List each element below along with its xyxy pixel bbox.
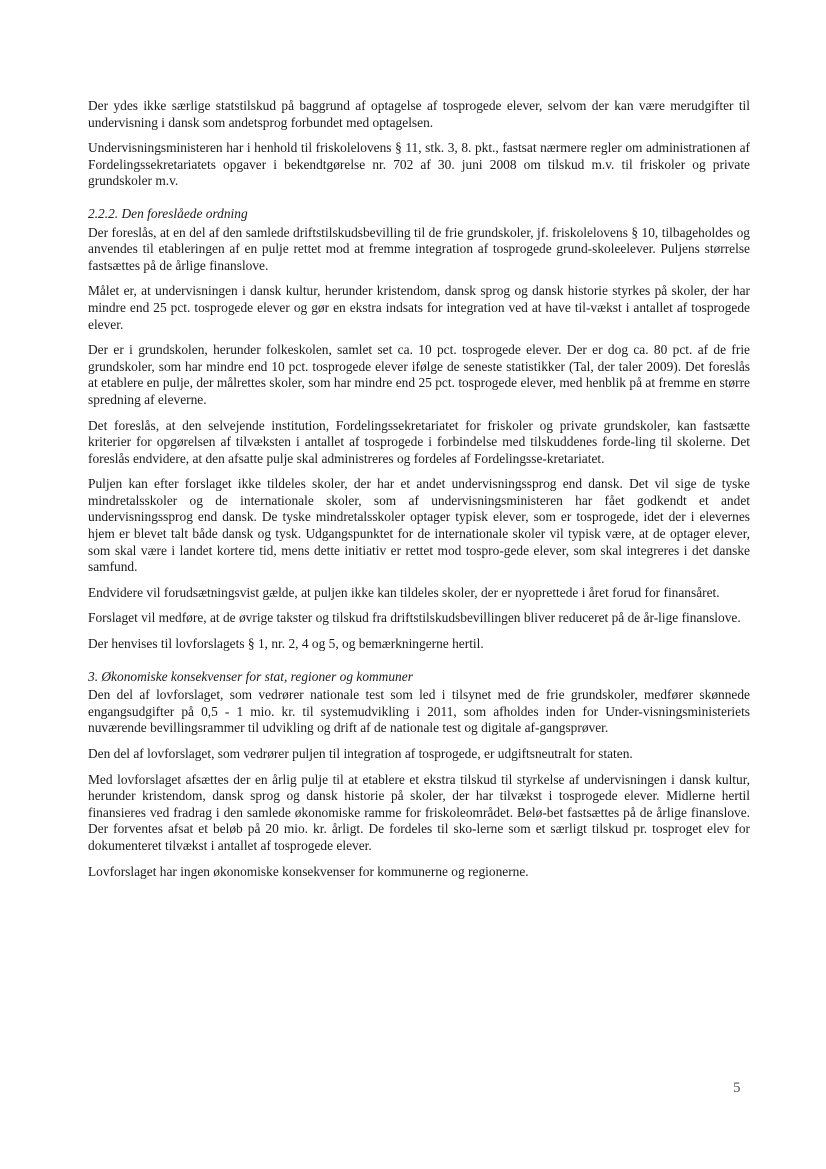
document-page: [88, 98, 750, 889]
paragraph-2-2-2-4: Det foreslås, at den selvejende institution, Fordelingssekretariatet for friskoler og private grundskoler, kan fastsætte kriterier for opgørelsen af tilvæksten i antallet af tosprogede i forbindelse med tilskuddenes forde-ling til skolerne. Det foreslås endvidere, at den afsatte pulje skal administreres og fordeles af Fordelingsse-kretariatet.: [88, 417, 750, 466]
paragraph-intro-2: Undervisningsministeren har i henhold til friskolelovens § 11, stk. 3, 8. pkt., fastsat nærmere regler om administrationen af Fordelingssekretariatets opgaver i bekendtgørelse nr. 702 af 30. juni 2008 om tilskud m.v. til friskoler og private grundskoler m.v.: [88, 140, 750, 189]
paragraph-2-2-2-2: Målet er, at undervisningen i dansk kultur, herunder kristendom, dansk sprog og dansk historie styrkes på skoler, der har mindre end 25 pct. tosprogede elever og gør en ekstra indsats for integration ved at have til-vækst i antallet af tosprogede elever.: [88, 283, 750, 332]
paragraph-3-1: Den del af lovforslaget, som vedrører nationale test som led i tilsynet med de frie grundskoler, medfører skønnede engangsudgifter på 0,5 - 1 mio. kr. til systemudvikling i 2011, som afholdes inden for Under-visningsministeriets nuværende bevillingsrammer til udvikling og drift af de nationale test og digitale af-gangsprøver.: [88, 687, 750, 736]
paragraph-3-4: Lovforslaget har ingen økonomiske konsekvenser for kommunerne og regionerne.: [88, 863, 529, 879]
paragraph-intro-1: Der ydes ikke særlige statstilskud på baggrund af optagelse af tosprogede elever, selvom der kan være merudgifter til undervisning i dansk som andetsprog forbundet med optagelsen.: [88, 98, 750, 130]
paragraph-2-2-2-1: Der foreslås, at en del af den samlede driftstilskudsbevilling til de frie grundskoler, jf. friskolelovens § 10, tilbageholdes og anvendes til etableringen af en pulje rettet mod at fremme integration af tosprogede grund-skoleelever. Puljens størrelse fastsættes på de årlige finanslove.: [88, 224, 750, 273]
page-number: 5: [733, 1080, 741, 1096]
paragraph-2-2-2-8: Der henvises til lovforslagets § 1, nr. 2, 4 og 5, og bemærkningerne hertil.: [88, 636, 484, 652]
section-heading-3: 3. Økonomiske konsekvenser for stat, regioner og kommuner: [88, 668, 413, 684]
paragraph-2-2-2-3: Der er i grundskolen, herunder folkeskolen, samlet set ca. 10 pct. tosprogede elever. Der er dog ca. 80 pct. af de frie grundskoler, som har mindre end 10 pct. tosprogede elever ifølge de seneste statistikker (Tal, der taler 2009). Det foreslås at etablere en pulje, der målrettes skoler, som har mindre end 25 pct. tosprogede elever, med henblik på at fremme en større spredning af eleverne.: [88, 342, 750, 407]
paragraph-3-2: Den del af lovforslaget, som vedrører puljen til integration af tosprogede, er udgiftsneutralt for staten.: [88, 746, 633, 761]
paragraph-2-2-2-5: Puljen kan efter forslaget ikke tildeles skoler, der har et andet undervisningssprog end dansk. Det vil sige de tyske mindretalsskoler og de internationale skoler, som af undervisningsministeren har fået godkendt et andet undervisningssprog end dansk. De tyske mindretalsskoler optager typisk elever, som er tosprogede, idet der i elevernes hjem er blevet talt både dansk og tysk. Udgangspunktet for de internationale skoler vil typisk være, at de optager elever, som skal være i landet kortere tid, mens dette initiativ er rettet mod tospro-gede elever, som skal integreres i det danske samfund.: [88, 476, 750, 575]
section-heading-2-2-2: 2.2.2. Den foreslåede ordning: [88, 205, 248, 221]
paragraph-3-3: Med lovforslaget afsættes der en årlig pulje til at etablere et ekstra tilskud til styrkelse af undervisningen i dansk kultur, herunder kristendom, dansk sprog og dansk historie på skoler, der har tilvækst i tosprogede elever. Midlerne hertil finansieres ved fradrag i den samlede økonomiske ramme for friskoleområdet. Belø-bet fastsættes på de årlige finanslove. Der forventes afsat et beløb på 20 mio. kr. årligt. De fordeles til sko-lerne som et særligt tilskud pr. tosproget elev for dokumenteret tilvækst i antallet af tosprogede elever.: [88, 771, 750, 853]
paragraph-2-2-2-7: Forslaget vil medføre, at de øvrige takster og tilskud fra driftstilskudsbevillingen bliver reduceret på de år-lige finanslove.: [88, 610, 741, 626]
paragraph-2-2-2-6: Endvidere vil forudsætningsvist gælde, at puljen ikke kan tildeles skoler, der er nyoprettede i året forud for finansåret.: [88, 584, 720, 600]
